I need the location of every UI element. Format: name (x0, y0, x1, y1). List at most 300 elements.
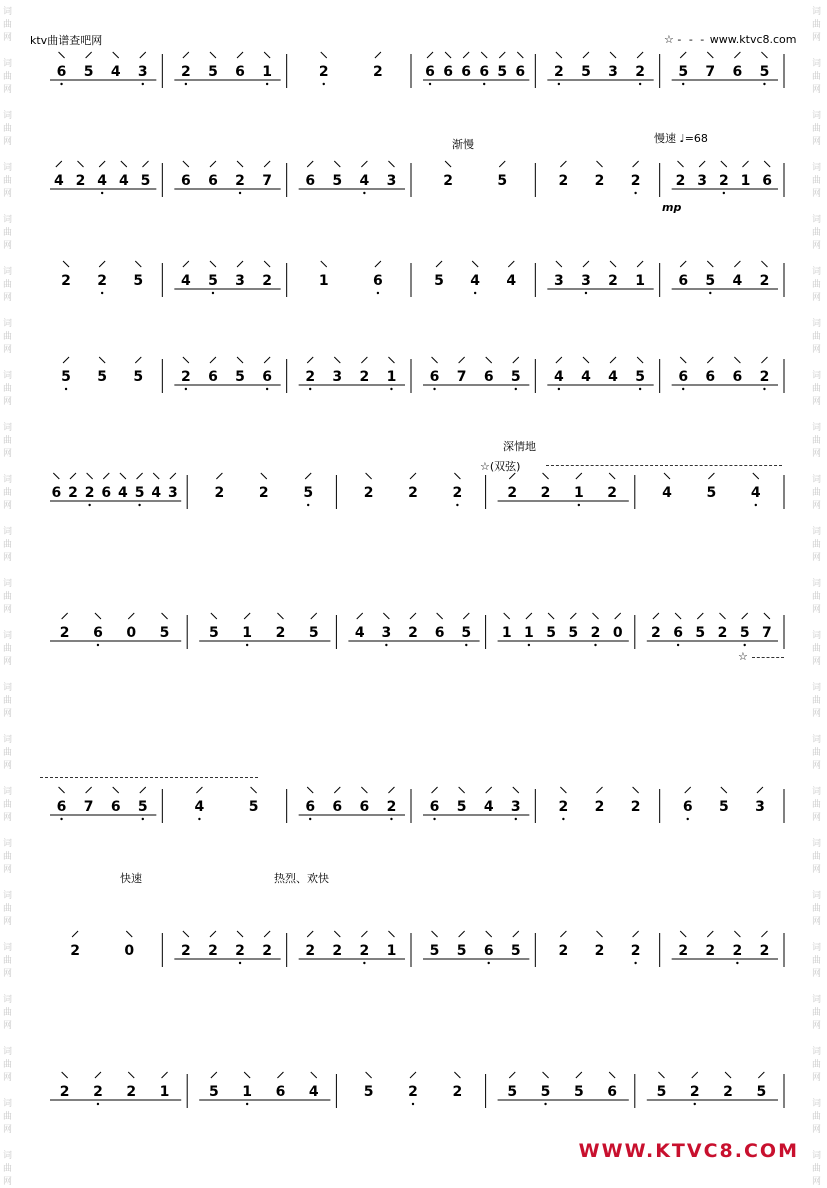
note: 6 (275, 1084, 286, 1100)
watermark-char: 词 (3, 475, 13, 485)
watermark-char: 词 (812, 631, 822, 641)
bowing-mark (463, 613, 469, 619)
note: 2 (181, 369, 191, 385)
bowing-mark (62, 613, 68, 619)
note: 4 (506, 273, 517, 289)
note: 0 (612, 625, 623, 641)
bowing-mark (183, 161, 189, 167)
watermark-char: 网 (812, 917, 822, 927)
note: 5 (208, 1084, 219, 1100)
note: 4 (581, 369, 591, 385)
bowing-mark (366, 1072, 372, 1078)
bowing-mark (53, 473, 59, 479)
watermark-char: 词 (812, 1047, 822, 1057)
footer-logo: WWW.KTVC8.COM (578, 1140, 799, 1162)
note: 5 (159, 625, 170, 641)
note: 0 (124, 943, 135, 959)
octave-dot (558, 83, 560, 85)
octave-dot (198, 818, 200, 820)
bowing-mark (734, 52, 740, 58)
note: 5 (507, 1084, 518, 1100)
note: 6 (208, 369, 218, 385)
bowing-mark (675, 613, 681, 619)
bowing-mark (432, 931, 438, 937)
note: 5 (678, 64, 689, 80)
bowing-mark (86, 787, 92, 793)
bowing-mark (517, 52, 523, 58)
octave-dot (390, 818, 392, 820)
watermark-char: 曲 (3, 72, 13, 82)
bowing-mark (87, 473, 93, 479)
bowing-mark (210, 52, 216, 58)
bowing-mark (410, 613, 416, 619)
watermark-char: 词 (812, 59, 822, 69)
note: 5 (332, 173, 343, 189)
bowing-mark (210, 161, 216, 167)
note: 4 (554, 369, 564, 385)
watermark-char: 网 (812, 449, 822, 459)
note: 2 (554, 64, 564, 80)
octave-dot (185, 388, 187, 390)
bowing-mark (375, 261, 381, 267)
bowing-mark (153, 473, 159, 479)
bowing-mark (764, 613, 770, 619)
bowing-mark (183, 931, 189, 937)
octave-dot (307, 504, 309, 506)
bowing-mark (583, 52, 589, 58)
bowing-mark (357, 613, 363, 619)
bowing-mark (383, 613, 389, 619)
bowing-mark (486, 357, 492, 363)
watermark-char: 网 (812, 709, 822, 719)
watermark-char: 网 (3, 1177, 13, 1187)
watermark-char: 曲 (812, 696, 822, 706)
bowing-mark (707, 357, 713, 363)
bowing-mark (211, 1072, 217, 1078)
marking-shuangxian: ☆(双弦) (480, 460, 521, 473)
octave-dot (429, 83, 431, 85)
note: 5 (133, 369, 144, 385)
marking-kuaisu: 快速 (120, 872, 142, 885)
note: 6 (762, 173, 773, 189)
note: 1 (524, 625, 534, 641)
bowing-mark (321, 261, 327, 267)
bowing-mark (697, 613, 703, 619)
bowing-mark (560, 161, 566, 167)
bowing-mark (556, 261, 562, 267)
watermark-char: 曲 (3, 20, 13, 30)
note: 5 (208, 625, 219, 641)
note: 2 (705, 943, 716, 959)
watermark-char: 词 (812, 839, 822, 849)
note: 6 (56, 799, 67, 815)
bowing-mark (128, 1072, 134, 1078)
note: 6 (732, 64, 743, 80)
note: 5 (134, 485, 145, 501)
watermark-char: 曲 (812, 280, 822, 290)
note: 4 (483, 799, 494, 815)
bowing-mark (128, 613, 134, 619)
watermark-char: 曲 (3, 540, 13, 550)
watermark-char: 词 (3, 7, 13, 17)
note: 5 (568, 625, 579, 641)
octave-dot (578, 504, 580, 506)
watermark-char: 词 (3, 111, 13, 121)
bowing-mark (137, 473, 143, 479)
watermark-char: 曲 (812, 1060, 822, 1070)
note: 6 (305, 173, 316, 189)
watermark-char: 曲 (3, 228, 13, 238)
watermark-char: 词 (3, 1047, 13, 1057)
note: 1 (159, 1084, 170, 1100)
note: 4 (53, 173, 64, 189)
note: 6 (678, 369, 689, 385)
bowing-mark (454, 473, 460, 479)
bowing-mark (721, 161, 727, 167)
watermark-char: 网 (812, 1177, 822, 1187)
note: 6 (705, 369, 716, 385)
bowing-mark (543, 473, 549, 479)
watermark-char: 网 (3, 657, 13, 667)
watermark-char: 网 (3, 241, 13, 251)
bowing-mark (135, 357, 141, 363)
octave-dot (246, 1103, 248, 1105)
note: 1 (501, 625, 512, 641)
watermark-char: 网 (812, 1125, 822, 1135)
bowing-mark (251, 787, 257, 793)
note: 2 (717, 625, 728, 641)
watermark-char: 曲 (3, 1112, 13, 1122)
note: 6 (235, 64, 245, 80)
note: 5 (83, 64, 94, 80)
watermark-char: 曲 (812, 800, 822, 810)
note: 2 (305, 943, 316, 959)
note: 5 (429, 943, 440, 959)
note: 2 (507, 485, 518, 501)
note: 2 (408, 485, 418, 501)
note: 5 (248, 799, 259, 815)
watermark-char: 网 (3, 709, 13, 719)
watermark-char: 词 (3, 891, 13, 901)
note: 4 (732, 273, 743, 289)
octave-dot (212, 292, 214, 294)
note: 6 (305, 799, 316, 815)
note: 7 (262, 173, 272, 189)
bowing-mark (658, 1072, 664, 1078)
watermark-char: 网 (812, 397, 822, 407)
bowing-mark (609, 1072, 615, 1078)
watermark-char: 网 (3, 33, 13, 43)
octave-dot (594, 644, 596, 646)
note: 6 (208, 173, 218, 189)
bowing-mark (513, 931, 519, 937)
watermark-char: 网 (812, 345, 822, 355)
note: 5 (497, 173, 508, 189)
watermark-char: 网 (3, 501, 13, 511)
bowing-mark (597, 931, 603, 937)
octave-dot (363, 962, 365, 964)
bowing-mark (707, 931, 713, 937)
note: 6 (483, 943, 494, 959)
bowing-mark (436, 261, 442, 267)
note: 2 (59, 625, 70, 641)
octave-dot (433, 388, 435, 390)
note: 2 (332, 943, 343, 959)
note: 2 (258, 485, 269, 501)
watermark-char: 曲 (812, 72, 822, 82)
bowing-mark (610, 357, 616, 363)
note: 2 (732, 943, 743, 959)
note: 4 (118, 485, 128, 501)
watermark-char: 网 (3, 1073, 13, 1083)
note: 2 (630, 799, 641, 815)
bowing-mark (637, 357, 643, 363)
watermark-char: 曲 (3, 852, 13, 862)
watermark-char: 网 (812, 761, 822, 771)
octave-dot (515, 388, 517, 390)
note: 4 (194, 799, 205, 815)
bowing-mark (388, 931, 394, 937)
note: 4 (308, 1084, 319, 1100)
bowing-mark (361, 357, 367, 363)
note: 4 (608, 369, 618, 385)
note: 6 (607, 1084, 618, 1100)
note: 1 (242, 625, 253, 641)
note: 6 (429, 799, 440, 815)
bowing-mark (237, 931, 243, 937)
bowing-mark (556, 52, 562, 58)
note: 2 (93, 1084, 103, 1100)
note: 2 (651, 625, 661, 641)
marking-tempo: 慢速 ♩=68 (654, 132, 708, 145)
note: 5 (756, 1084, 767, 1100)
bowing-mark (210, 261, 216, 267)
note: 2 (214, 485, 225, 501)
octave-dot (433, 818, 435, 820)
bowing-mark (692, 1072, 698, 1078)
watermark-char: 曲 (812, 592, 822, 602)
note: 2 (630, 943, 641, 959)
note: 4 (118, 173, 129, 189)
note: 6 (51, 485, 62, 501)
bowing-mark (664, 473, 670, 479)
bowing-mark (237, 261, 243, 267)
note: 6 (425, 64, 435, 80)
bowing-mark (707, 52, 713, 58)
bowing-mark (244, 613, 250, 619)
bowing-mark (678, 161, 684, 167)
bowing-mark (560, 931, 566, 937)
watermark-char: 词 (812, 163, 822, 173)
bowing-mark (743, 161, 749, 167)
note: 3 (137, 64, 148, 80)
bowing-mark (721, 787, 727, 793)
note: 5 (581, 64, 591, 80)
bowing-mark (334, 931, 340, 937)
note: 6 (332, 799, 343, 815)
octave-dot (763, 83, 765, 85)
note: 5 (456, 799, 467, 815)
watermark-char: 网 (3, 449, 13, 459)
bowing-mark (445, 161, 451, 167)
bowing-mark (707, 261, 713, 267)
bowing-mark (708, 473, 714, 479)
note: 5 (140, 173, 151, 189)
watermark-char: 词 (812, 7, 822, 17)
note: 1 (318, 273, 329, 289)
octave-dot (97, 644, 99, 646)
note: 6 (429, 369, 440, 385)
octave-dot (138, 504, 140, 506)
octave-dot (528, 644, 530, 646)
octave-dot (682, 388, 684, 390)
note: 2 (318, 64, 329, 80)
bowing-mark (720, 613, 726, 619)
watermark-char: 词 (3, 527, 13, 537)
watermark-char: 网 (3, 85, 13, 95)
octave-dot (515, 818, 517, 820)
bowing-mark (685, 787, 691, 793)
note: 7 (456, 369, 467, 385)
note: 1 (740, 173, 751, 189)
watermark-char: 网 (812, 813, 822, 823)
bowing-mark (481, 52, 487, 58)
bowing-mark (583, 261, 589, 267)
note: 5 (208, 273, 218, 289)
octave-dot (677, 644, 679, 646)
note: 6 (483, 369, 494, 385)
bowing-mark (78, 161, 84, 167)
watermark-char: 词 (812, 527, 822, 537)
bowing-mark (162, 613, 168, 619)
note: 5 (97, 369, 108, 385)
octave-dot (60, 818, 62, 820)
note: 6 (443, 64, 453, 80)
note: 5 (759, 64, 770, 80)
watermark-char: 词 (812, 787, 822, 797)
note: 1 (573, 485, 584, 501)
watermark-char: 网 (3, 1125, 13, 1135)
bowing-mark (610, 52, 616, 58)
bowing-mark (757, 787, 763, 793)
bowing-mark (334, 161, 340, 167)
note: 5 (461, 625, 472, 641)
bowing-mark (216, 473, 222, 479)
octave-dot (558, 388, 560, 390)
bowing-mark (734, 357, 740, 363)
bowing-mark (633, 161, 639, 167)
note: 5 (133, 273, 144, 289)
watermark-char: 词 (3, 839, 13, 849)
bowing-mark (307, 357, 313, 363)
bowing-mark (388, 787, 394, 793)
bowing-mark (264, 161, 270, 167)
watermark-char: 曲 (812, 956, 822, 966)
watermark-char: 网 (812, 501, 822, 511)
watermark-char: 网 (3, 917, 13, 927)
note: 5 (434, 273, 444, 289)
bowing-mark (570, 613, 576, 619)
watermark-char: 词 (812, 995, 822, 1005)
bowing-mark (725, 1072, 731, 1078)
octave-dot (309, 388, 311, 390)
watermark-char: 曲 (812, 332, 822, 342)
note: 3 (755, 799, 765, 815)
note: 3 (235, 273, 245, 289)
watermark-char: 词 (812, 215, 822, 225)
bowing-mark (761, 261, 767, 267)
note: 5 (303, 485, 314, 501)
octave-dot (385, 644, 387, 646)
note: 5 (137, 799, 148, 815)
bowing-mark (63, 357, 69, 363)
note: 6 (101, 485, 112, 501)
marking-mp: mp (662, 201, 682, 214)
bowing-mark (210, 357, 216, 363)
watermark-char: 曲 (812, 1008, 822, 1018)
note: 2 (59, 1084, 70, 1100)
bowing-mark (70, 473, 76, 479)
note: 4 (354, 625, 365, 641)
note: 6 (673, 625, 683, 641)
watermark-char: 网 (812, 241, 822, 251)
note: 1 (635, 273, 645, 289)
note: 1 (242, 1084, 253, 1100)
bowing-mark (99, 161, 105, 167)
note: 0 (126, 625, 137, 641)
bowing-mark (264, 357, 270, 363)
marking-relie: 热烈、欢快 (274, 872, 329, 885)
note: 4 (750, 485, 761, 501)
bowing-mark (410, 1072, 416, 1078)
note: 2 (558, 943, 569, 959)
watermark-char: 曲 (812, 748, 822, 758)
bowing-mark (59, 787, 65, 793)
octave-dot (88, 504, 90, 506)
bowing-mark (472, 261, 478, 267)
note: 2 (181, 943, 191, 959)
bowing-mark (264, 931, 270, 937)
bowing-mark (95, 613, 101, 619)
marking-jianman: 渐慢 (452, 138, 474, 151)
note: 2 (759, 943, 770, 959)
note: 2 (443, 173, 453, 189)
note: 2 (373, 64, 383, 80)
octave-dot (682, 83, 684, 85)
octave-dot (544, 1103, 546, 1105)
watermark-char: 曲 (812, 20, 822, 30)
note: 1 (386, 943, 397, 959)
note: 4 (97, 173, 108, 189)
watermark-char: 词 (812, 943, 822, 953)
bowing-mark (761, 52, 767, 58)
note: 5 (540, 1084, 551, 1100)
bowing-mark (459, 931, 465, 937)
watermark-char: 词 (3, 579, 13, 589)
note: 5 (456, 943, 467, 959)
watermark-char: 曲 (812, 436, 822, 446)
bowing-mark (264, 261, 270, 267)
bowing-mark (734, 931, 740, 937)
bowing-mark (753, 473, 759, 479)
bowing-mark (311, 613, 317, 619)
bowing-mark (410, 473, 416, 479)
octave-dot (474, 292, 476, 294)
site-name-left: ktv曲谱查吧网 (30, 34, 103, 47)
bowing-mark (375, 52, 381, 58)
watermark-char: 曲 (812, 176, 822, 186)
octave-dot (101, 192, 103, 194)
